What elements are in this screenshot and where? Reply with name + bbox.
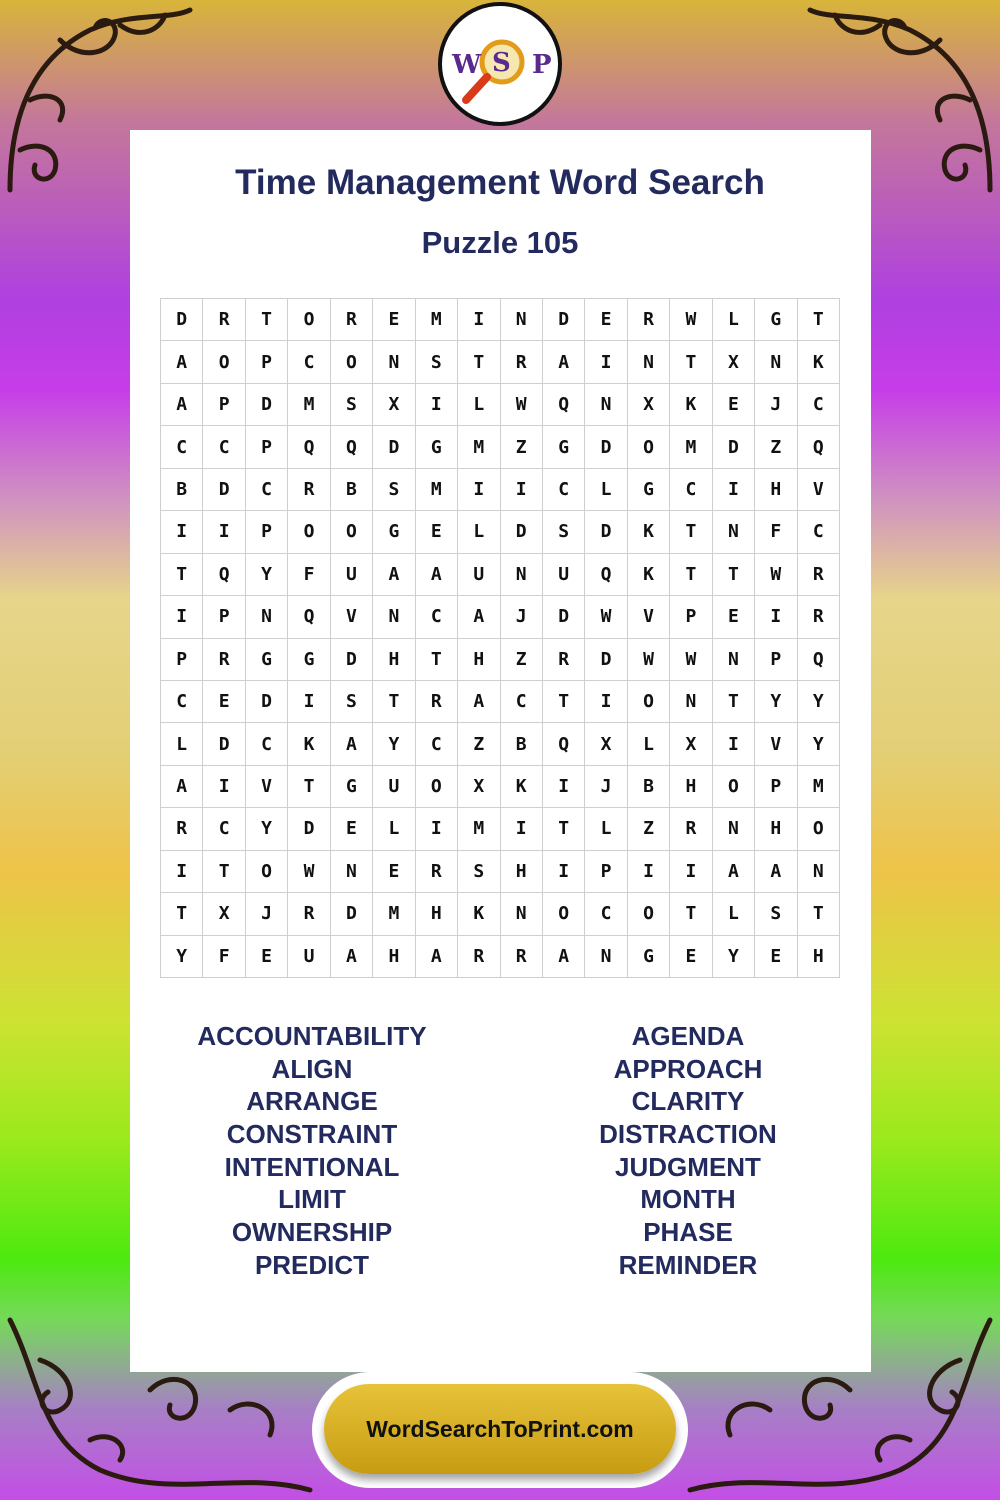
word-list-item: ALIGN	[271, 1053, 353, 1084]
grid-cell[interactable]: G	[288, 639, 330, 681]
grid-cell[interactable]: Q	[288, 596, 330, 638]
grid-cell[interactable]: I	[416, 384, 458, 426]
grid-cell[interactable]: D	[585, 639, 627, 681]
grid-cell[interactable]: T	[543, 808, 585, 850]
grid-cell[interactable]: E	[670, 936, 712, 978]
grid-cell[interactable]: E	[713, 384, 755, 426]
grid-cell[interactable]: S	[755, 893, 797, 935]
grid-cell[interactable]: A	[161, 341, 203, 383]
grid-cell[interactable]: D	[331, 893, 373, 935]
grid-cell[interactable]: N	[501, 893, 543, 935]
grid-cell[interactable]: C	[246, 723, 288, 765]
grid-cell[interactable]: O	[416, 766, 458, 808]
grid-cell[interactable]: D	[246, 384, 288, 426]
grid-cell[interactable]: T	[713, 681, 755, 723]
grid-cell[interactable]: I	[543, 766, 585, 808]
grid-cell[interactable]: I	[628, 851, 670, 893]
grid-cell[interactable]: O	[331, 341, 373, 383]
grid-cell[interactable]: Z	[501, 639, 543, 681]
grid-cell[interactable]: N	[713, 639, 755, 681]
grid-cell[interactable]: X	[713, 341, 755, 383]
grid-cell[interactable]: T	[670, 511, 712, 553]
grid-cell[interactable]: H	[373, 639, 415, 681]
grid-cell[interactable]: D	[501, 511, 543, 553]
grid-cell[interactable]: H	[798, 936, 840, 978]
grid-cell[interactable]: T	[798, 893, 840, 935]
grid-cell[interactable]: Y	[713, 936, 755, 978]
grid-cell[interactable]: R	[203, 639, 245, 681]
grid-cell[interactable]: P	[161, 639, 203, 681]
grid-cell[interactable]: O	[628, 893, 670, 935]
grid-cell[interactable]: W	[628, 639, 670, 681]
grid-cell[interactable]: P	[246, 511, 288, 553]
grid-cell[interactable]: G	[755, 299, 797, 341]
grid-cell[interactable]: L	[373, 808, 415, 850]
grid-cell[interactable]: H	[501, 851, 543, 893]
grid-cell[interactable]: B	[331, 469, 373, 511]
grid-cell[interactable]: N	[246, 596, 288, 638]
grid-cell[interactable]: J	[501, 596, 543, 638]
grid-cell[interactable]: R	[203, 299, 245, 341]
grid-cell[interactable]: E	[203, 681, 245, 723]
grid-cell[interactable]: X	[203, 893, 245, 935]
grid-cell[interactable]: D	[585, 426, 627, 468]
grid-cell[interactable]: N	[585, 936, 627, 978]
grid-cell[interactable]: I	[416, 808, 458, 850]
grid-cell[interactable]: R	[501, 341, 543, 383]
grid-cell[interactable]: I	[288, 681, 330, 723]
grid-cell[interactable]: C	[798, 511, 840, 553]
grid-cell[interactable]: J	[246, 893, 288, 935]
grid-cell[interactable]: Z	[458, 723, 500, 765]
grid-cell[interactable]: S	[416, 341, 458, 383]
grid-cell[interactable]: I	[161, 511, 203, 553]
site-logo[interactable]	[438, 2, 562, 126]
word-list-item: OWNERSHIP	[231, 1217, 393, 1248]
grid-cell[interactable]: C	[416, 723, 458, 765]
grid-cell[interactable]: A	[458, 596, 500, 638]
grid-cell[interactable]: I	[501, 469, 543, 511]
grid-cell[interactable]: D	[543, 299, 585, 341]
grid-cell[interactable]: V	[331, 596, 373, 638]
grid-cell[interactable]: L	[585, 469, 627, 511]
grid-cell[interactable]: Y	[798, 681, 840, 723]
grid-cell[interactable]: R	[416, 681, 458, 723]
grid-cell[interactable]: I	[161, 596, 203, 638]
grid-cell[interactable]: T	[288, 766, 330, 808]
grid-cell[interactable]: X	[628, 384, 670, 426]
grid-cell[interactable]: D	[246, 681, 288, 723]
grid-cell[interactable]: E	[373, 851, 415, 893]
grid-cell[interactable]: L	[713, 299, 755, 341]
grid-cell[interactable]: Q	[543, 384, 585, 426]
grid-cell[interactable]: M	[798, 766, 840, 808]
grid-cell[interactable]: A	[416, 554, 458, 596]
grid-cell[interactable]: D	[713, 426, 755, 468]
grid-cell[interactable]: D	[331, 639, 373, 681]
grid-cell[interactable]: W	[670, 639, 712, 681]
grid-cell[interactable]: C	[161, 681, 203, 723]
grid-cell[interactable]: M	[373, 893, 415, 935]
grid-cell[interactable]: W	[670, 299, 712, 341]
word-list-item: REMINDER	[618, 1249, 758, 1280]
grid-cell[interactable]: L	[713, 893, 755, 935]
grid-cell[interactable]: C	[203, 426, 245, 468]
grid-cell[interactable]: P	[755, 639, 797, 681]
grid-cell[interactable]: P	[755, 766, 797, 808]
grid-cell[interactable]: A	[543, 341, 585, 383]
grid-cell[interactable]: I	[585, 341, 627, 383]
grid-cell[interactable]: K	[628, 511, 670, 553]
grid-cell[interactable]: S	[331, 384, 373, 426]
word-list-item: ARRANGE	[246, 1086, 378, 1117]
grid-cell[interactable]: I	[713, 469, 755, 511]
grid-cell[interactable]: L	[628, 723, 670, 765]
grid-cell[interactable]: I	[458, 299, 500, 341]
grid-cell[interactable]: A	[331, 723, 373, 765]
word-list-item: CONSTRAINT	[226, 1119, 398, 1150]
grid-cell[interactable]: X	[585, 723, 627, 765]
word-list-item: APPROACH	[613, 1053, 763, 1084]
grid-cell[interactable]: O	[246, 851, 288, 893]
grid-cell[interactable]: E	[246, 936, 288, 978]
grid-cell[interactable]: A	[373, 554, 415, 596]
grid-cell[interactable]: M	[288, 384, 330, 426]
grid-cell[interactable]: Z	[755, 426, 797, 468]
grid-cell[interactable]: I	[585, 681, 627, 723]
grid-cell[interactable]: D	[161, 299, 203, 341]
grid-cell[interactable]: T	[161, 554, 203, 596]
grid-cell[interactable]: M	[416, 469, 458, 511]
grid-cell[interactable]: I	[755, 596, 797, 638]
grid-cell[interactable]: E	[713, 596, 755, 638]
grid-cell[interactable]: L	[458, 384, 500, 426]
grid-cell[interactable]: M	[458, 808, 500, 850]
grid-cell[interactable]: D	[373, 426, 415, 468]
grid-cell[interactable]: D	[585, 511, 627, 553]
grid-cell[interactable]: R	[798, 596, 840, 638]
grid-cell[interactable]: J	[585, 766, 627, 808]
grid-cell[interactable]: O	[288, 511, 330, 553]
grid-cell[interactable]: I	[203, 766, 245, 808]
grid-cell[interactable]: H	[755, 808, 797, 850]
grid-cell[interactable]: C	[288, 341, 330, 383]
grid-cell[interactable]: N	[331, 851, 373, 893]
grid-cell[interactable]: B	[628, 766, 670, 808]
grid-cell[interactable]: A	[543, 936, 585, 978]
grid-cell[interactable]: K	[798, 341, 840, 383]
grid-cell[interactable]: O	[203, 341, 245, 383]
site-link-button[interactable]	[324, 1384, 676, 1474]
grid-cell[interactable]: I	[713, 723, 755, 765]
grid-cell[interactable]: F	[755, 511, 797, 553]
grid-cell[interactable]: G	[543, 426, 585, 468]
grid-cell[interactable]: A	[416, 936, 458, 978]
grid-cell[interactable]: K	[670, 384, 712, 426]
grid-cell[interactable]: T	[713, 554, 755, 596]
grid-cell[interactable]: N	[798, 851, 840, 893]
grid-cell[interactable]: O	[288, 299, 330, 341]
grid-cell[interactable]: U	[373, 766, 415, 808]
grid-cell[interactable]: T	[670, 341, 712, 383]
logo-letter-p: P	[532, 50, 552, 80]
grid-cell[interactable]: M	[458, 426, 500, 468]
grid-cell[interactable]: E	[755, 936, 797, 978]
grid-cell[interactable]: I	[670, 851, 712, 893]
grid-cell[interactable]: C	[585, 893, 627, 935]
site-link-text: WordSearchToPrint.com	[366, 1415, 634, 1442]
grid-cell[interactable]: D	[203, 469, 245, 511]
grid-cell[interactable]: N	[585, 384, 627, 426]
grid-cell[interactable]: O	[331, 511, 373, 553]
grid-cell[interactable]: K	[628, 554, 670, 596]
grid-cell[interactable]: N	[628, 341, 670, 383]
grid-cell[interactable]: K	[501, 766, 543, 808]
grid-cell[interactable]: C	[798, 384, 840, 426]
word-list-left	[147, 1020, 477, 1282]
grid-cell[interactable]: C	[203, 808, 245, 850]
grid-cell[interactable]: Q	[585, 554, 627, 596]
grid-cell[interactable]: R	[501, 936, 543, 978]
grid-cell[interactable]: C	[246, 469, 288, 511]
word-list-item: MONTH	[640, 1184, 736, 1215]
grid-cell[interactable]: G	[331, 766, 373, 808]
grid-cell[interactable]: R	[288, 893, 330, 935]
grid-cell[interactable]: Z	[501, 426, 543, 468]
grid-cell[interactable]: F	[288, 554, 330, 596]
grid-cell[interactable]: X	[670, 723, 712, 765]
grid-cell[interactable]: A	[458, 681, 500, 723]
grid-cell[interactable]: S	[331, 681, 373, 723]
grid-cell[interactable]: N	[373, 341, 415, 383]
grid-cell[interactable]: N	[713, 511, 755, 553]
grid-cell[interactable]: H	[416, 893, 458, 935]
grid-cell[interactable]: V	[798, 469, 840, 511]
grid-cell[interactable]: R	[628, 299, 670, 341]
grid-cell[interactable]: L	[161, 723, 203, 765]
grid-cell[interactable]: I	[161, 851, 203, 893]
grid-cell[interactable]: G	[628, 469, 670, 511]
grid-cell[interactable]: Q	[331, 426, 373, 468]
grid-cell[interactable]: P	[246, 341, 288, 383]
grid-cell[interactable]: V	[246, 766, 288, 808]
grid-cell[interactable]: I	[203, 511, 245, 553]
grid-cell[interactable]: H	[458, 639, 500, 681]
grid-cell[interactable]: Q	[288, 426, 330, 468]
word-list-item: PREDICT	[254, 1249, 370, 1280]
grid-cell[interactable]: T	[458, 341, 500, 383]
logo-letter-w: W	[452, 50, 482, 80]
grid-cell[interactable]: R	[670, 808, 712, 850]
grid-cell[interactable]: E	[331, 808, 373, 850]
grid-cell[interactable]: N	[755, 341, 797, 383]
grid-cell[interactable]: M	[416, 299, 458, 341]
grid-cell[interactable]: N	[713, 808, 755, 850]
grid-cell[interactable]: J	[755, 384, 797, 426]
grid-cell[interactable]: A	[161, 766, 203, 808]
grid-cell[interactable]: T	[543, 681, 585, 723]
word-list-right	[523, 1020, 853, 1282]
word-list-item: PHASE	[643, 1217, 733, 1248]
grid-cell[interactable]: U	[288, 936, 330, 978]
grid-cell[interactable]: S	[373, 469, 415, 511]
grid-cell[interactable]: T	[798, 299, 840, 341]
grid-cell[interactable]: X	[373, 384, 415, 426]
grid-cell[interactable]: E	[585, 299, 627, 341]
grid-cell[interactable]: O	[628, 426, 670, 468]
word-list-item: DISTRACTION	[599, 1119, 777, 1150]
grid-cell[interactable]: R	[543, 639, 585, 681]
grid-cell[interactable]: X	[458, 766, 500, 808]
footer-badge	[312, 1372, 688, 1488]
grid-cell[interactable]: H	[755, 469, 797, 511]
grid-cell[interactable]: Y	[246, 808, 288, 850]
word-list-item: CLARITY	[631, 1086, 745, 1117]
grid-cell[interactable]: V	[628, 596, 670, 638]
grid-cell[interactable]: Y	[161, 936, 203, 978]
grid-cell[interactable]: Y	[755, 681, 797, 723]
grid-cell[interactable]: D	[543, 596, 585, 638]
grid-cell[interactable]: P	[246, 426, 288, 468]
grid-cell[interactable]: T	[373, 681, 415, 723]
grid-cell[interactable]: P	[585, 851, 627, 893]
grid-cell[interactable]: Q	[203, 554, 245, 596]
grid-cell[interactable]: G	[628, 936, 670, 978]
grid-cell[interactable]: O	[543, 893, 585, 935]
grid-cell[interactable]: S	[543, 511, 585, 553]
grid-cell[interactable]: M	[670, 426, 712, 468]
grid-cell[interactable]: N	[501, 299, 543, 341]
grid-cell[interactable]: Y	[798, 723, 840, 765]
grid-cell[interactable]: K	[288, 723, 330, 765]
grid-cell[interactable]: C	[501, 681, 543, 723]
grid-cell[interactable]: B	[501, 723, 543, 765]
grid-cell[interactable]: A	[161, 384, 203, 426]
grid-cell[interactable]: T	[203, 851, 245, 893]
grid-cell[interactable]: R	[458, 936, 500, 978]
grid-cell[interactable]: T	[246, 299, 288, 341]
letter-grid	[160, 298, 840, 978]
puzzle-number: Puzzle 105	[421, 225, 579, 260]
grid-cell[interactable]: P	[203, 596, 245, 638]
word-list-item: JUDGMENT	[615, 1151, 761, 1182]
grid-cell[interactable]: O	[628, 681, 670, 723]
grid-cell[interactable]: R	[161, 808, 203, 850]
grid-cell[interactable]: R	[288, 469, 330, 511]
grid-cell[interactable]: A	[713, 851, 755, 893]
grid-cell[interactable]: U	[458, 554, 500, 596]
grid-cell[interactable]: O	[798, 808, 840, 850]
grid-cell[interactable]: T	[670, 554, 712, 596]
grid-cell[interactable]: A	[331, 936, 373, 978]
grid-cell[interactable]: N	[501, 554, 543, 596]
grid-cell[interactable]: Q	[543, 723, 585, 765]
grid-cell[interactable]: H	[670, 766, 712, 808]
grid-cell[interactable]: O	[713, 766, 755, 808]
grid-cell[interactable]: R	[416, 851, 458, 893]
grid-cell[interactable]: G	[373, 511, 415, 553]
grid-cell[interactable]: K	[458, 893, 500, 935]
grid-cell[interactable]: I	[543, 851, 585, 893]
grid-cell[interactable]: T	[161, 893, 203, 935]
grid-cell[interactable]: C	[543, 469, 585, 511]
grid-cell[interactable]: C	[670, 469, 712, 511]
word-list-item: ACCOUNTABILITY	[197, 1021, 427, 1051]
grid-cell[interactable]: U	[331, 554, 373, 596]
grid-cell[interactable]: D	[203, 723, 245, 765]
page-title: Time Management Word Search	[235, 163, 765, 202]
grid-cell[interactable]: E	[373, 299, 415, 341]
grid-cell[interactable]: L	[585, 808, 627, 850]
word-list-item: LIMIT	[278, 1184, 346, 1215]
grid-cell[interactable]: W	[755, 554, 797, 596]
grid-cell[interactable]: E	[416, 511, 458, 553]
grid-cell[interactable]: R	[331, 299, 373, 341]
grid-cell[interactable]: W	[585, 596, 627, 638]
grid-cell[interactable]: Y	[246, 554, 288, 596]
grid-cell[interactable]: U	[543, 554, 585, 596]
grid-cell[interactable]: Y	[373, 723, 415, 765]
grid-cell[interactable]: Z	[628, 808, 670, 850]
word-list-item: AGENDA	[631, 1021, 745, 1051]
grid-cell[interactable]: C	[416, 596, 458, 638]
word-list-item: INTENTIONAL	[224, 1151, 400, 1182]
grid-cell[interactable]: Q	[798, 426, 840, 468]
grid-cell[interactable]: G	[416, 426, 458, 468]
grid-cell[interactable]: P	[203, 384, 245, 426]
grid-cell[interactable]: I	[501, 808, 543, 850]
grid-cell[interactable]: N	[670, 681, 712, 723]
grid-cell[interactable]: A	[755, 851, 797, 893]
grid-cell[interactable]: Q	[798, 639, 840, 681]
grid-cell[interactable]: B	[161, 469, 203, 511]
grid-cell[interactable]: W	[501, 384, 543, 426]
grid-cell[interactable]: N	[373, 596, 415, 638]
grid-cell[interactable]: G	[246, 639, 288, 681]
grid-cell[interactable]: F	[203, 936, 245, 978]
grid-cell[interactable]: I	[458, 469, 500, 511]
grid-cell[interactable]: P	[670, 596, 712, 638]
grid-cell[interactable]: S	[458, 851, 500, 893]
grid-cell[interactable]: H	[373, 936, 415, 978]
grid-cell[interactable]: C	[161, 426, 203, 468]
grid-cell[interactable]: W	[288, 851, 330, 893]
grid-cell[interactable]: D	[288, 808, 330, 850]
grid-cell[interactable]: V	[755, 723, 797, 765]
grid-cell[interactable]: R	[798, 554, 840, 596]
grid-cell[interactable]: T	[416, 639, 458, 681]
logo-letter-s: S	[492, 48, 511, 78]
grid-cell[interactable]: T	[670, 893, 712, 935]
grid-cell[interactable]: L	[458, 511, 500, 553]
